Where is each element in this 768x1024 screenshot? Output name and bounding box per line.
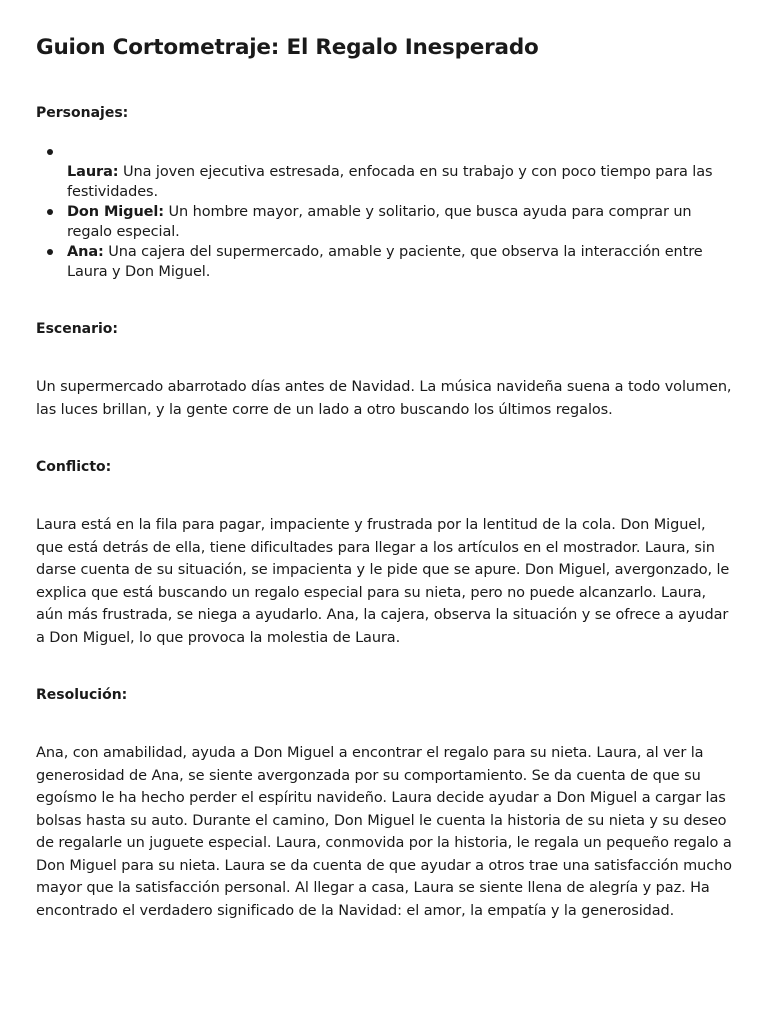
personajes-heading: Personajes: bbox=[36, 105, 129, 121]
document-page bbox=[36, 34, 736, 922]
character-name: Laura: bbox=[67, 164, 119, 180]
conflicto-heading: Conflicto: bbox=[36, 459, 112, 475]
page-title: Guion Cortometraje: El Regalo Inesperado bbox=[36, 35, 539, 60]
bullet-icon bbox=[47, 149, 53, 155]
character-description: Un hombre mayor, amable y solitario, que busca ayuda para comprar un regalo especial. bbox=[67, 204, 692, 240]
character-description: Una cajera del supermercado, amable y paciente, que observa la interacción entre Laura y Don Miguel. bbox=[67, 244, 703, 280]
escenario-heading: Escenario: bbox=[36, 321, 119, 337]
list-item-ana bbox=[36, 242, 736, 282]
resolucion-heading: Resolución: bbox=[36, 687, 128, 703]
resolucion-text: Ana, con amabilidad, ayuda a Don Miguel a encontrar el regalo para su nieta. Laura, al ver la generosidad de Ana, se siente avergonzada por su comportamiento. Se da cuenta de que su egoísmo le ha hecho perder el espíritu navideño. Laura decide ayudar a Don Miguel a cargar las bolsas hasta su auto. Durante el camino, Don Miguel le cuenta la historia de su nieta y su deseo de regalarle un juguete especial. Laura, conmovida por la historia, le regala un pequeño regalo a Don Miguel para su nieta. Laura se da cuenta de que ayudar a otros trae una satisfacción mucho mayor que la satisfacción personal. Al llegar a casa, Laura se siente llena de alegría y paz. Ha encontrado el verdadero significado de la Navidad: el amor, la empatía y la generosidad. bbox=[36, 745, 732, 919]
bullet-icon bbox=[47, 249, 53, 255]
character-name: Ana: bbox=[67, 244, 104, 260]
character-name: Don Miguel: bbox=[67, 204, 164, 220]
escenario-text: Un supermercado abarrotado días antes de Navidad. La música navideña suena a todo volumen, las luces brillan, y la gente corre de un lado a otro buscando los últimos regalos. bbox=[36, 379, 732, 418]
list-item-laura bbox=[36, 162, 736, 202]
character-description: Una joven ejecutiva estresada, enfocada en su trabajo y con poco tiempo para las festividades. bbox=[67, 164, 713, 200]
character-list bbox=[36, 142, 736, 282]
conflicto-text: Laura está en la fila para pagar, impaciente y frustrada por la lentitud de la cola. Don Miguel, que está detrás de ella, tiene dificultades para llegar a los artículos en el mostrador. Laura, sin darse cuenta de su situación, se impacienta y le pide que se apure. Don Miguel, avergonzado, le explica que está buscando un regalo especial para su nieta, pero no puede alcanzarlo. Laura, aún más frustrada, se niega a ayudarlo. Ana, la cajera, observa la situación y se ofrece a ayudar a Don Miguel, lo que provoca la molestia de Laura. bbox=[36, 517, 730, 646]
list-item-empty bbox=[36, 142, 736, 162]
bullet-icon bbox=[47, 209, 53, 215]
list-item-don-miguel bbox=[36, 202, 736, 242]
